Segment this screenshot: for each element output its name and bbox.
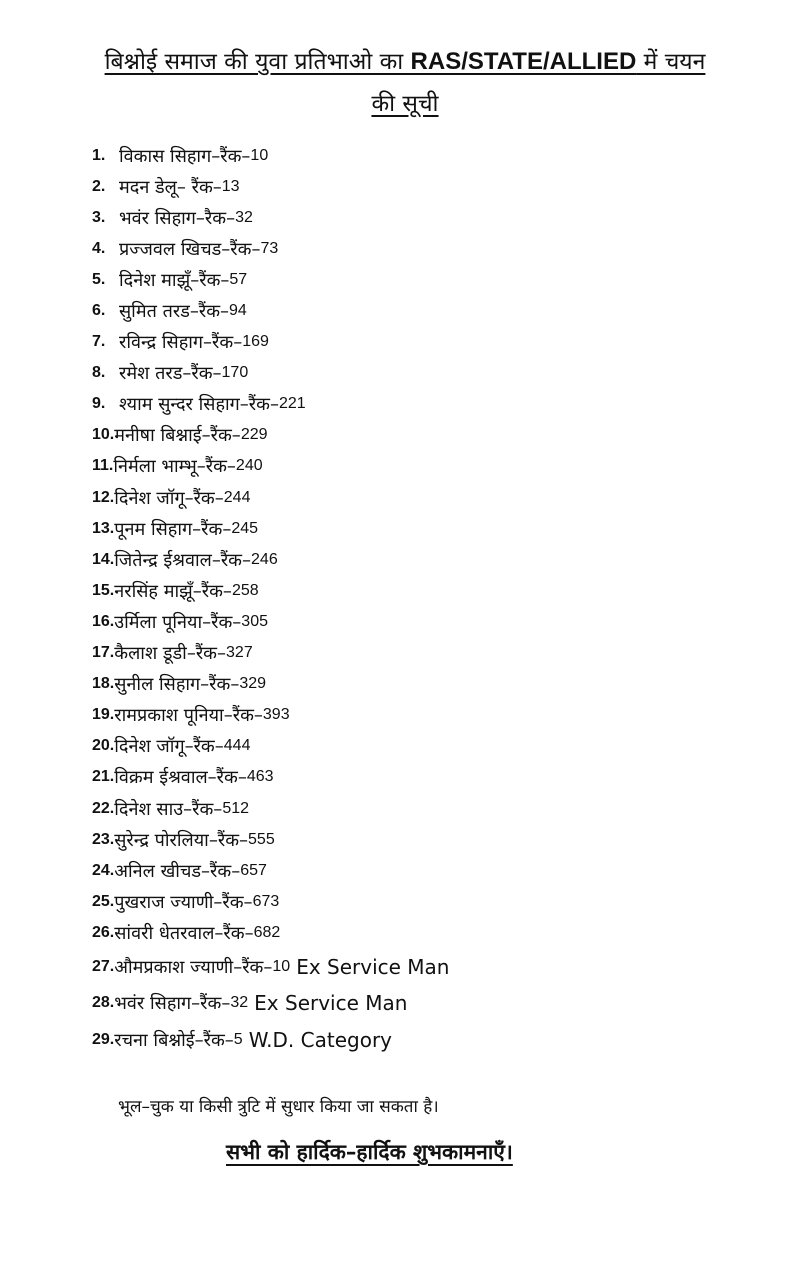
candidate-name: अनिल खीचड–रैंक– <box>114 860 241 882</box>
list-item <box>92 513 449 544</box>
list-item <box>92 544 449 575</box>
rank-value: 5 <box>233 1030 243 1048</box>
list-item <box>92 202 449 233</box>
list-item <box>92 606 449 637</box>
candidate-name: उर्मिला पूनिया–रैंक– <box>114 611 242 633</box>
page-title-line-2 <box>40 86 770 118</box>
page-title-line-1 <box>40 44 770 76</box>
list-item <box>92 171 449 202</box>
item-number: 21. <box>92 768 115 786</box>
candidate-name: दिनेश साउ–रैंक– <box>114 798 223 820</box>
list-item <box>92 358 449 389</box>
wishes-text: सभी को हार्दिक–हार्दिक शुभकामनाएँ। <box>226 1140 513 1164</box>
rank-value: 32 <box>235 208 253 226</box>
item-number: 12. <box>92 488 115 506</box>
candidate-name: दिनेश जॉगू–रैंक– <box>114 487 224 509</box>
list-item <box>92 482 449 513</box>
item-number: 27. <box>92 957 115 975</box>
item-number: 16. <box>92 612 115 630</box>
list-item <box>92 793 449 824</box>
candidate-name: मदन डेलू– रैंक– <box>119 176 222 198</box>
category-label: W.D. Category <box>248 1027 392 1052</box>
item-number: 20. <box>92 737 115 755</box>
list-item <box>92 638 449 669</box>
list-item <box>92 575 449 606</box>
list-item <box>92 295 449 326</box>
rank-value: 245 <box>231 519 259 537</box>
candidate-name: मनीषा बिश्नाई–रैंक– <box>114 425 241 447</box>
candidate-name: रमेश तरड–रैंक– <box>119 363 222 385</box>
item-number: 18. <box>92 675 115 693</box>
rank-value: 13 <box>221 177 240 195</box>
rank-value: 657 <box>240 861 267 879</box>
rank-value: 229 <box>240 426 268 444</box>
item-number: 1. <box>92 146 106 164</box>
rank-value: 94 <box>229 302 247 320</box>
candidate-name: जितेन्द्र ईश्रवाल–रैंक– <box>114 549 252 571</box>
list-item <box>92 140 449 171</box>
list-item <box>92 917 449 948</box>
item-number: 11. <box>92 457 114 475</box>
category-label: Ex Service Man <box>296 954 450 979</box>
rank-value: 329 <box>239 675 267 693</box>
item-number: 29. <box>92 1030 115 1048</box>
candidate-name: पूनम सिहाग–रैंक– <box>114 518 232 540</box>
list-item <box>92 824 449 855</box>
candidate-name: निर्मला भाम्भू–रैंक– <box>113 456 236 478</box>
list-item <box>92 389 449 420</box>
rank-value: 240 <box>235 457 263 475</box>
item-number: 10. <box>92 426 115 444</box>
selection-list <box>92 140 449 1058</box>
rank-value: 169 <box>242 333 269 351</box>
rank-value: 170 <box>221 364 249 382</box>
item-number: 15. <box>92 581 115 599</box>
list-item <box>92 886 449 917</box>
item-number: 28. <box>92 994 115 1012</box>
candidate-name: रचना बिश्नोई–रैंक– <box>114 1029 234 1051</box>
title-hindi-end: में चयन <box>636 49 706 75</box>
item-number: 23. <box>92 830 115 848</box>
candidate-name: सुनील सिहाग–रैंक– <box>114 674 240 696</box>
candidate-name: विकास सिहाग–रैंक– <box>119 145 251 167</box>
candidate-name: भवंर सिहाग–रैंक– <box>114 993 231 1015</box>
list-item <box>92 327 449 358</box>
candidate-name: नरसिंह माझूँ–रैंक– <box>114 580 232 602</box>
rank-value: 258 <box>231 581 259 599</box>
list-item <box>92 855 449 886</box>
item-number: 25. <box>92 892 115 910</box>
rank-value: 32 <box>230 994 249 1012</box>
list-item <box>92 233 449 264</box>
candidate-name: दिनेश जॉगू–रैंक– <box>114 736 224 758</box>
candidate-name: सांवरी धेतरवाल–रैंक– <box>114 922 254 944</box>
title-exam-name: RAS/STATE/ALLIED <box>410 48 637 75</box>
item-number: 6. <box>92 302 106 320</box>
rank-value: 673 <box>252 892 280 910</box>
list-item <box>92 451 449 482</box>
candidate-name: औमप्रकाश ज्याणी–रैंक– <box>114 956 273 978</box>
candidate-name: भवंर सिहाग–रैक– <box>119 207 236 229</box>
item-number: 9. <box>92 395 106 413</box>
item-number: 26. <box>92 923 115 941</box>
item-number: 3. <box>92 208 106 226</box>
candidate-name: विक्रम ईश्रवाल–रैंक– <box>114 767 247 789</box>
rank-value: 221 <box>278 395 306 413</box>
item-number: 14. <box>92 550 115 568</box>
title-hindi-line2: की सूची <box>371 91 439 117</box>
list-item <box>92 700 449 731</box>
rank-value: 73 <box>260 239 279 257</box>
item-number: 4. <box>92 239 106 257</box>
candidate-name: श्याम सुन्दर सिहाग–रैंक– <box>119 394 279 416</box>
candidate-name: सुरेन्द्र पोरलिया–रैंक– <box>114 829 249 851</box>
item-number: 13. <box>92 519 115 537</box>
rank-value: 246 <box>251 550 278 568</box>
item-number: 2. <box>92 177 106 195</box>
candidate-name: पुखराज ज्याणी–रैंक– <box>114 891 253 913</box>
candidate-name: कैलाश डूडी–रैंक– <box>114 643 227 665</box>
rank-value: 512 <box>222 799 250 817</box>
rank-value: 10 <box>272 957 291 975</box>
candidate-name: प्रज्जवल खिचड–रैंक– <box>119 238 261 260</box>
item-number: 5. <box>92 270 106 288</box>
list-item <box>92 1021 449 1058</box>
item-number: 22. <box>92 799 115 817</box>
rank-value: 393 <box>262 706 290 724</box>
rank-value: 444 <box>223 737 251 755</box>
list-item <box>92 948 449 985</box>
rank-value: 244 <box>223 488 251 506</box>
rank-value: 463 <box>246 768 274 786</box>
item-number: 17. <box>92 644 115 662</box>
rank-value: 57 <box>229 270 248 288</box>
item-number: 7. <box>92 333 106 351</box>
list-item <box>92 669 449 700</box>
list-item <box>92 420 449 451</box>
rank-value: 327 <box>226 644 253 662</box>
list-item <box>92 762 449 793</box>
rank-value: 305 <box>241 612 268 630</box>
candidate-name: रविन्द्र सिहाग–रैंक– <box>119 332 243 354</box>
rank-value: 682 <box>253 923 281 941</box>
category-label: Ex Service Man <box>254 991 408 1016</box>
list-item <box>92 985 449 1022</box>
candidate-name: रामप्रकाश पूनिया–रैंक– <box>114 705 263 727</box>
correction-note: भूल–चुक या किसी त्रुटि में सुधार किया जा सकता है। <box>118 1097 439 1117</box>
candidate-name: सुमित तरड–रैंक– <box>119 301 230 323</box>
item-number: 8. <box>92 364 106 382</box>
rank-value: 10 <box>250 146 269 164</box>
item-number: 24. <box>92 861 115 879</box>
candidate-name: दिनेश माझूँ–रैंक– <box>119 269 230 291</box>
list-item <box>92 731 449 762</box>
title-hindi-part: बिश्नोई समाज की युवा प्रतिभाओ का <box>104 49 411 75</box>
item-number: 19. <box>92 706 115 724</box>
rank-value: 555 <box>248 830 275 848</box>
list-item <box>92 264 449 295</box>
